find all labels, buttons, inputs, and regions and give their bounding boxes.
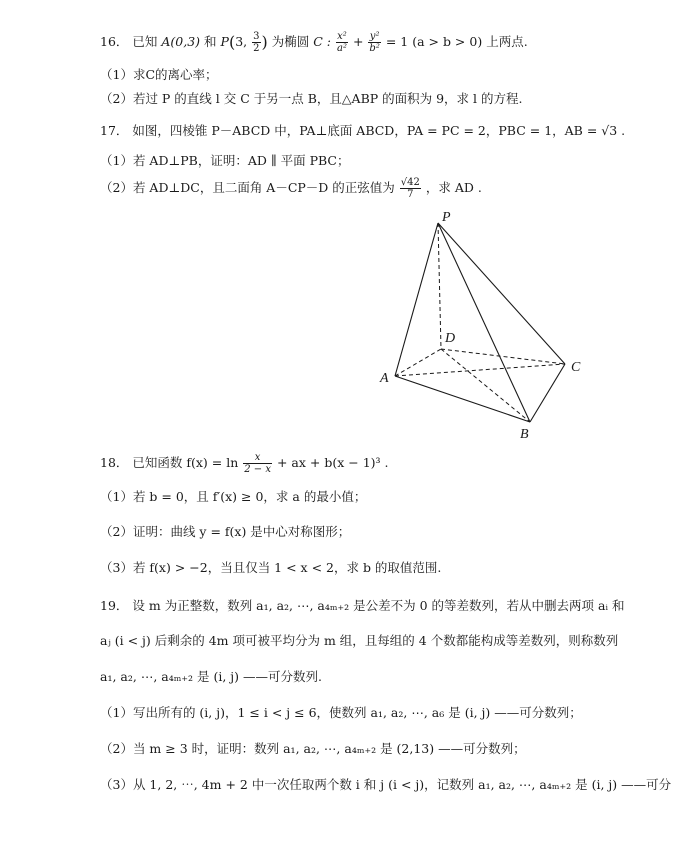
q19-stem1: 设 m 为正整数，数列 a₁, a₂, ⋯, a₄ₘ₊₂ 是公差不为 0 的等差数列，若从中删去两项 aᵢ 和	[132, 598, 625, 613]
q18-number: 18．	[100, 455, 129, 470]
q16-number: 16．	[100, 34, 129, 49]
q18-stem-tail: + ax + b(x − 1)³ .	[276, 455, 389, 470]
q19-number: 19．	[100, 598, 129, 613]
q17-part2-text: （2）若 AD⊥DC，且二面角 A－CP－D 的正弦值为	[100, 180, 395, 195]
q16-text-and: 和	[204, 34, 217, 49]
edge-ac	[395, 364, 565, 376]
q16-point-a: A(0,3)	[161, 34, 201, 49]
edge-db	[441, 349, 530, 422]
q18-stem	[100, 452, 389, 475]
q17-stem	[100, 122, 625, 140]
q16-ellipse-y-term: $\frac{\text{y²}}{\text{b²}}$	[369, 31, 380, 54]
edge-ab	[395, 376, 530, 422]
q18-log-fraction: $\frac{x}{2 - x}$	[244, 452, 271, 475]
q16-text-ellipse: 为椭圆	[271, 34, 310, 49]
edge-pb	[438, 223, 530, 422]
q18-stem-text: 已知函数 f(x) = ln	[132, 455, 239, 470]
q19-stem-line1	[100, 597, 624, 615]
q17-number: 17．	[100, 123, 129, 138]
q19-part3: （3）从 1, 2, ⋯, 4m + 2 中一次任取两个数 i 和 j (i < j)，记数列 a₁, a₂, ⋯, a₄ₘ₊₂ 是 (i, j) ——可分	[100, 777, 672, 792]
q16-point-p-x: 3,	[235, 34, 248, 49]
q16-point-p-y-fraction: $\frac{3}{2}$	[253, 31, 260, 54]
edge-bc	[530, 364, 565, 422]
edge-dc	[441, 349, 565, 364]
q17-part1: （1）若 AD⊥PB，证明：AD ∥ 平面 PBC；	[100, 153, 350, 168]
q16-text-two-points: 上两点.	[486, 34, 528, 49]
edge-pd	[438, 223, 441, 349]
q18-part3: （3）若 f(x) > −2，当且仅当 1 < x < 2，求 b 的取值范围.	[100, 560, 442, 575]
q16-ellipse-condition: = 1 (a > b > 0)	[385, 34, 483, 49]
q16-part2: （2）若过 P 的直线 l 交 C 于另一点 B，且△ABP 的面积为 9，求 l 的方程.	[100, 91, 523, 106]
q16-ellipse-x-term: $\frac{\text{x²}}{\text{a²}}$	[336, 31, 347, 54]
edge-pa	[395, 223, 438, 376]
q16-text-known: 已知	[132, 34, 158, 49]
q19-stem-line2: aⱼ (i < j) 后剩余的 4m 项可被平均分为 m 组，且每组的 4 个数都能构成等差数列，则称数列	[100, 633, 619, 648]
label-d: D	[445, 331, 456, 346]
label-c: C	[571, 360, 581, 375]
label-p: P	[442, 210, 451, 225]
q19-part1: （1）写出所有的 (i, j)，1 ≤ i < j ≤ 6，使数列 a₁, a₂, ⋯, a₆ 是 (i, j) ——可分数列；	[100, 705, 582, 720]
label-b: B	[520, 427, 529, 442]
q16-stem: 16． 已知 A(0,3) 和 P(3, $\frac{3}{2}$ ) 为椭圆 C : $\frac{\text{x²}}{\text{a²}}$ + $\frac{\text{y²}}{\text{b²}}$ = 1 (a > b > 0) 上两点.	[100, 31, 528, 54]
q18-part2: （2）证明：曲线 y = f(x) 是中心对称图形；	[100, 524, 351, 539]
label-a: A	[380, 371, 389, 386]
q16-point-p-label: P	[220, 34, 229, 49]
q17-sine-fraction: $\frac{√42}{7}$	[400, 177, 420, 200]
q18-part1: （1）若 b = 0，且 f′(x) ≥ 0，求 a 的最小值；	[100, 489, 367, 504]
edge-pc	[438, 223, 565, 364]
pyramid-figure	[370, 210, 620, 450]
q16-part1: （1）求C的离心率；	[100, 67, 218, 82]
q17-part2-ask: ，求 AD .	[425, 180, 482, 195]
q16-ellipse-plus: +	[352, 34, 364, 49]
q19-stem-line3: a₁, a₂, ⋯, a₄ₘ₊₂ 是 (i, j) ——可分数列.	[100, 669, 322, 684]
q17-part2	[100, 177, 482, 200]
q19-part2: （2）当 m ≥ 3 时，证明：数列 a₁, a₂, ⋯, a₄ₘ₊₂ 是 (2,13) ——可分数列；	[100, 741, 526, 756]
q17-stem-text: 如图，四棱锥 P－ABCD 中，PA⊥底面 ABCD，PA = PC = 2，PBC = 1，AB = √3 .	[132, 123, 626, 138]
q16-ellipse-name: C :	[313, 34, 331, 49]
